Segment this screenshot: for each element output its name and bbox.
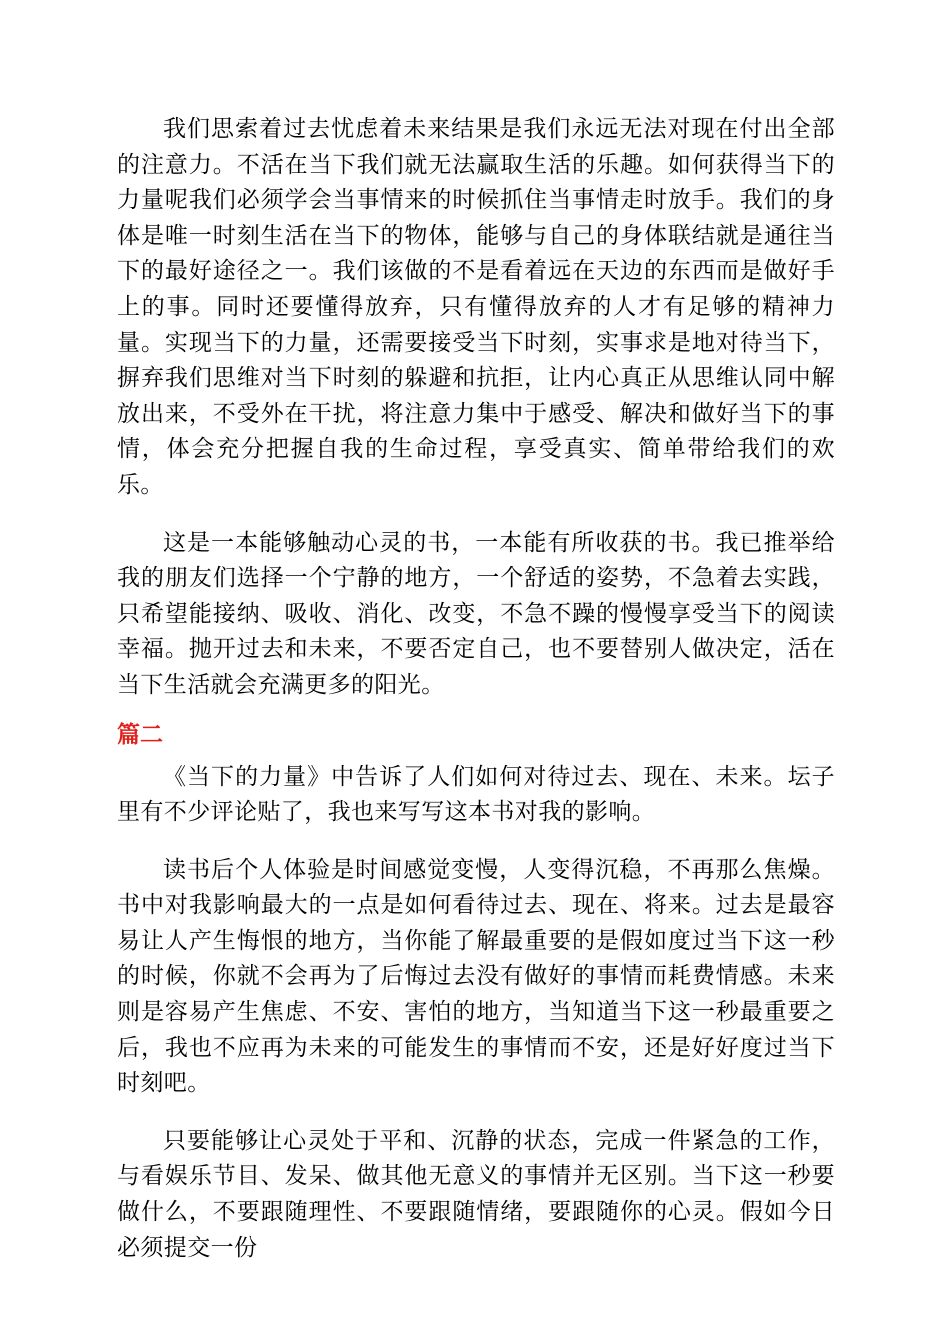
paragraph: 我们思索着过去忧虑着未来结果是我们永远无法对现在付出全部的注意力。不活在当下我们就无法赢取生活的乐趣。如何获得当下的力量呢我们必须学会当事情来的时候抓住当事情走时放手。我们的身体是唯一时刻生活在当下的物体，能够与自己的身体联结就是通往当下的最好途径之一。我们该做的不是看着远在天边的东西而是做好手上的事。同时还要懂得放弃，只有懂得放弃的人才有足够的精神力量。实现当下的力量，还需要接受当下时刻，实事求是地对待当下，摒弃我们思维对当下时刻的躲避和抗拒，让内心真正从思维认同中解放出来，不受外在干扰，将注意力集中于感受、解决和做好当下的事情，体会充分把握自我的生命过程，享受真实、简单带给我们的欢乐。	[117, 116, 835, 498]
paragraph: 这是一本能够触动心灵的书，一本能有所收获的书。我已推举给我的朋友们选择一个宁静的地方，一个舒适的姿势，不急着去实践，只希望能接纳、吸收、消化、改变，不急不躁的慢慢享受当下的阅读幸福。抛开过去和未来，不要否定自己，也不要替别人做决定，活在当下生活就会充满更多的阳光。	[117, 529, 835, 698]
paragraph: 只要能够让心灵处于平和、沉静的状态，完成一件紧急的工作，与看娱乐节目、发呆、做其他无意义的事情并无区别。当下这一秒要做什么，不要跟随理性、不要跟随情绪，要跟随你的心灵。假如今日必须提交一份	[117, 1127, 835, 1261]
paragraph: 《当下的力量》中告诉了人们如何对待过去、现在、未来。坛子里有不少评论贴了，我也来写写这本书对我的影响。	[117, 763, 835, 826]
document-body	[117, 112, 835, 1288]
section-heading: 篇二	[117, 721, 163, 748]
paragraph: 读书后个人体验是时间感觉变慢，人变得沉稳，不再那么焦燥。书中对我影响最大的一点是如何看待过去、现在、将来。过去是最容易让人产生悔恨的地方，当你能了解最重要的是假如度过当下这一秒的时候，你就不会再为了后悔过去没有做好的事情而耗费情感。未来则是容易产生焦虑、不安、害怕的地方，当知道当下这一秒最重要之后，我也不应再为未来的可能发生的事情而不安，还是好好度过当下时刻吧。	[117, 856, 835, 1097]
